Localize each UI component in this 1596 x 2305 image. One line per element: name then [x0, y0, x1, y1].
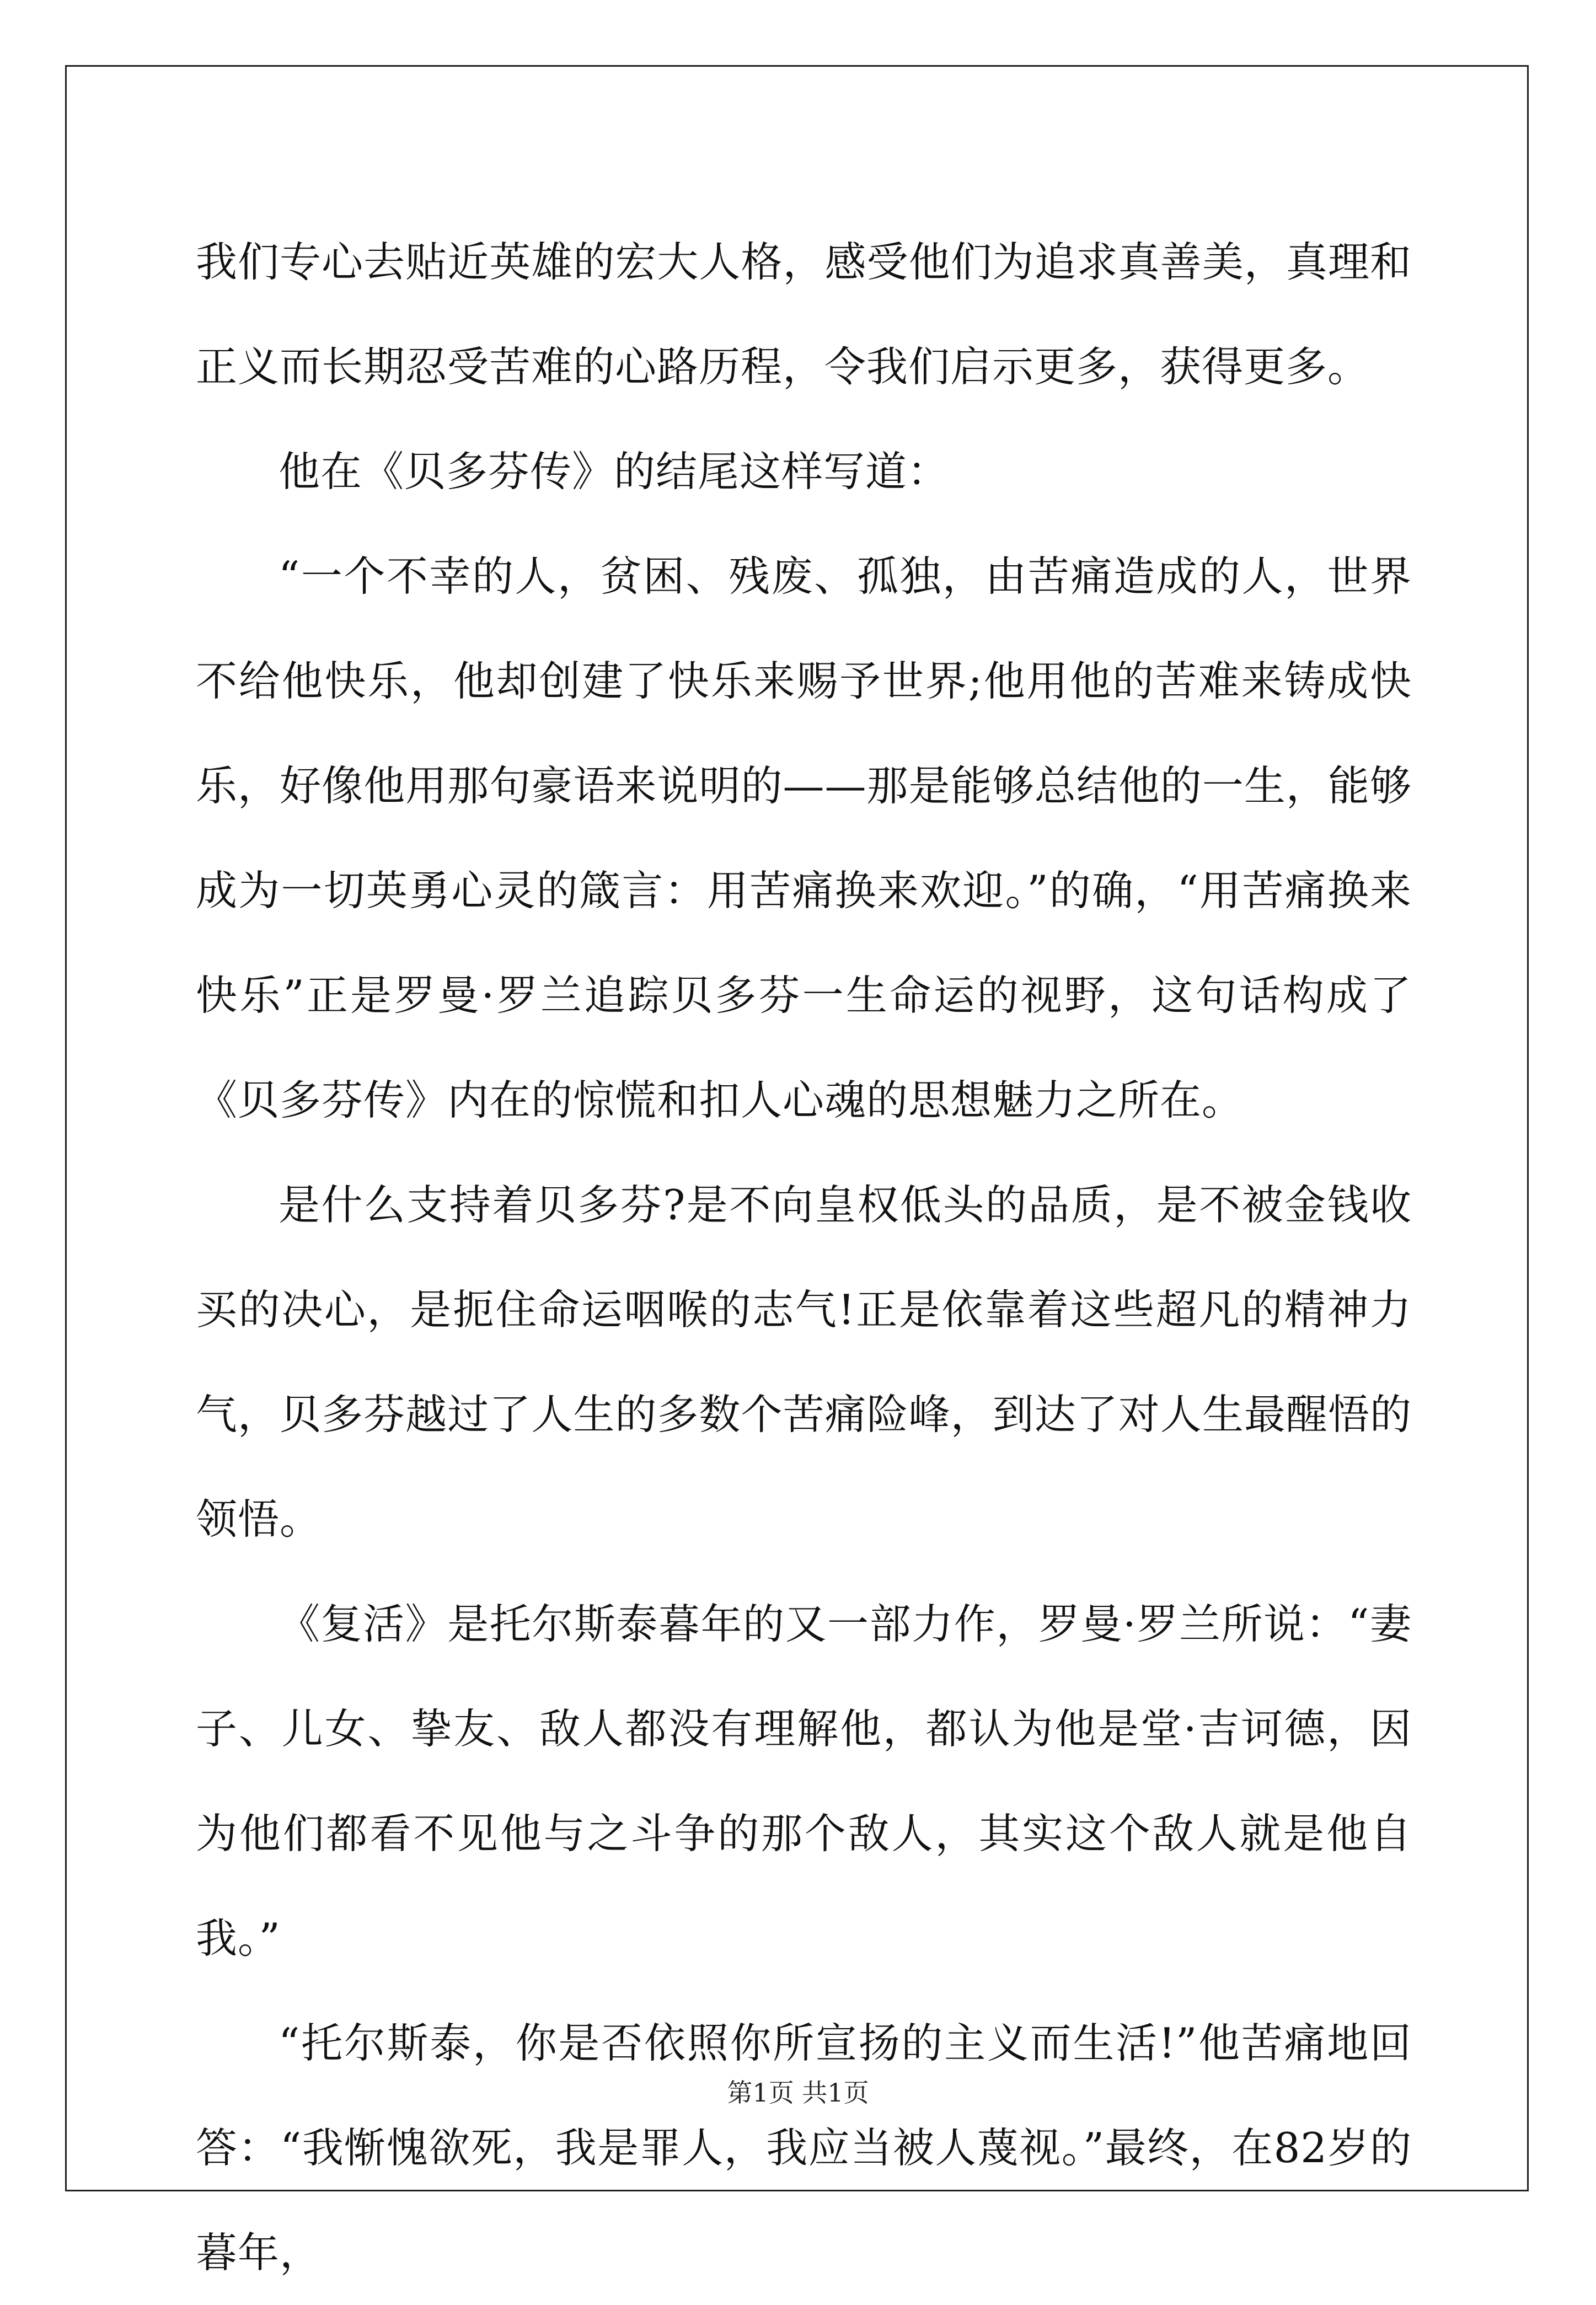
page-footer: 第1页 共1页 — [727, 2078, 869, 2108]
paragraph-5: 《复活》是托尔斯泰暮年的又一部力作，罗曼·罗兰所说：“妻子、儿女、挚友、敌人都没有理解他，都认为他是堂·吉诃德，因为他们都看不见他与之斗争的那个敌人，其实这个敌人就是他自我。” — [196, 1600, 1412, 1963]
paragraph-2: 他在《贝多芬传》的结尾这样写道： — [279, 447, 950, 496]
paragraph-3: “一个不幸的人，贫困、残废、孤独，由苦痛造成的人，世界不给他快乐，他却创建了快乐来赐予世界;他用他的苦难来铸成快乐，好像他用那句豪语来说明的——那是能够总结他的一生，能够成为一切英勇心灵的箴言：用苦痛换来欢迎。”的确，“用苦痛换来快乐”正是罗曼·罗兰追踪贝多芬一生命运的视野，这句话构成了《贝多芬传》内在的惊慌和扣人心魂的思想魅力之所在。 — [196, 552, 1412, 1124]
paragraph-1: 我们专心去贴近英雄的宏大人格，感受他们为追求真善美，真理和正义而长期忍受苦难的心路历程，令我们启示更多，获得更多。 — [196, 238, 1412, 391]
document-body — [196, 210, 1412, 2305]
paragraph-6: “托尔斯泰，你是否依照你所宣扬的主义而生活!”他苦痛地回答：“我惭愧欲死，我是罪人，我应当被人蔑视。”最终，在82岁的暮年， — [196, 2019, 1412, 2277]
paragraph-4: 是什么支持着贝多芬?是不向皇权低头的品质，是不被金钱收买的决心，是扼住命运咽喉的志气!正是依靠着这些超凡的精神力气，贝多芬越过了人生的多数个苦痛险峰，到达了对人生最醒悟的领悟。 — [196, 1181, 1412, 1543]
